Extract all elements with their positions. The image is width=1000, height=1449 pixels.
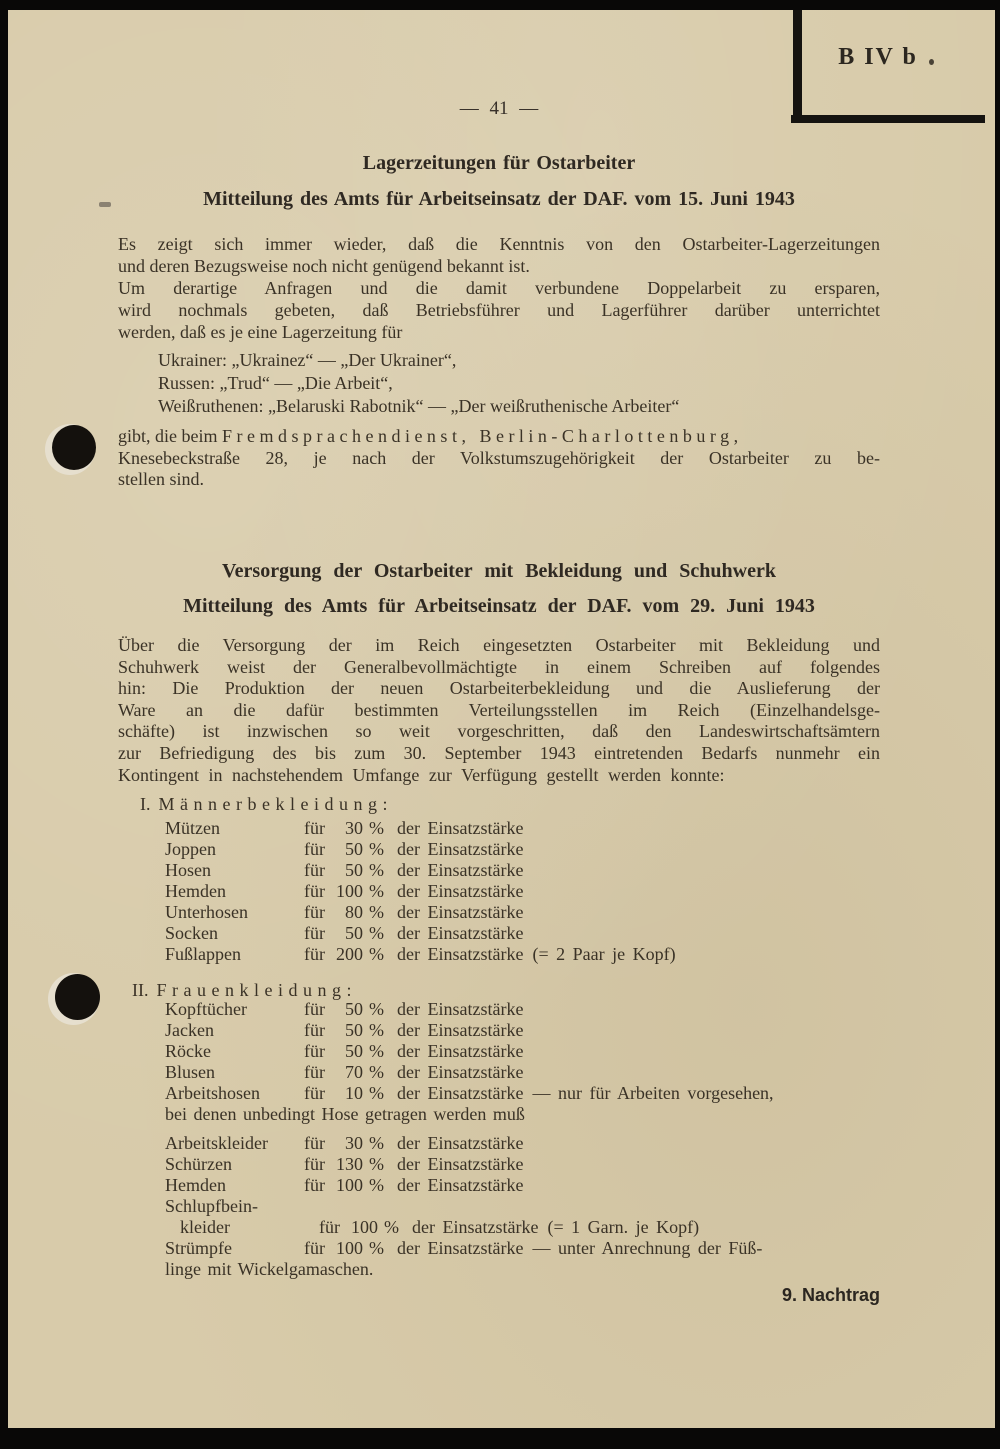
newspaper-list (158, 349, 679, 418)
percent-sign: % (369, 902, 384, 922)
basis-text: der Einsatzstärke (397, 1083, 524, 1103)
continuation-line: linge mit Wickelgamaschen. (165, 1259, 374, 1279)
fuer-label: für (304, 839, 325, 859)
basis-text: der Einsatzstärke (397, 881, 524, 901)
row-note: (= 1 Garn. je Kopf) (547, 1217, 700, 1237)
item-percent-value: 50 (345, 923, 363, 943)
scanned-page (8, 10, 995, 1428)
item-percent-value: 100 (351, 1217, 378, 1237)
ink-dot (929, 59, 934, 65)
text-line: Es zeigt sich immer wieder, daß die Kenntnis von den Ostarbeiter-Lagerzeitungen (118, 234, 880, 254)
percent-sign: % (369, 1133, 384, 1153)
text-line: hin: Die Produktion der neuen Ostarbeiterbekleidung und die Auslieferung der (118, 678, 880, 699)
text-line: stellen sind. (118, 469, 204, 489)
item-percent-value: 130 (336, 1154, 363, 1174)
basis-text: der Einsatzstärke (397, 1041, 524, 1061)
allocation-row (165, 1083, 880, 1104)
percent-sign: % (369, 1020, 384, 1040)
basis-text: der Einsatzstärke (397, 818, 524, 838)
fuer-label: für (304, 999, 325, 1019)
item-percent-value: 100 (336, 1238, 363, 1258)
percent-sign: % (369, 1238, 384, 1258)
basis-text: der Einsatzstärke (397, 1238, 524, 1258)
fuer-label: für (304, 818, 325, 838)
text-column (118, 10, 880, 1428)
item-name: Hemden (165, 881, 226, 901)
item-percent-value: 200 (336, 944, 363, 964)
allocation-row (165, 839, 880, 860)
row-note: — unter Anrechnung der Füß- (532, 1238, 763, 1258)
allocation-row (165, 818, 880, 839)
section2-paragraph (118, 635, 880, 786)
group2-heading (132, 980, 357, 1001)
text-line: schäfte) ist inzwischen so weit vorgeschritten, daß den Landeswirtschaftsämtern (118, 721, 880, 742)
item-percent-value: 50 (345, 860, 363, 880)
percent-sign: % (369, 839, 384, 859)
section1-title: Lagerzeitungen für Ostarbeiter (362, 152, 636, 174)
text-line: Schuhwerk weist der Generalbevollmächtigte in einem Schreiben auf folgendes (118, 656, 880, 677)
group2-numeral: II. (132, 980, 149, 1000)
fuer-label: für (304, 1133, 325, 1153)
basis-text: der Einsatzstärke (397, 1154, 524, 1174)
text-line: Ware an die dafür bestimmten Verteilungsstellen im Reich (Einzelhandelsge- (118, 699, 880, 720)
group2-label: Frauenkleidung: (156, 980, 357, 1000)
item-percent-value: 50 (345, 999, 363, 1019)
item-name: Fußlappen (165, 944, 241, 964)
group1-label: Männerbekleidung: (158, 794, 393, 814)
allocation-row (165, 923, 880, 944)
item-name: Arbeitshosen (165, 1083, 260, 1103)
section2-title: Versorgung der Ostarbeiter mit Bekleidung und Schuhwerk (222, 560, 776, 582)
basis-text: der Einsatzstärke (397, 1133, 524, 1153)
percent-sign: % (369, 1083, 384, 1103)
section1-paragraph-3 (118, 426, 880, 491)
allocation-row (165, 1062, 880, 1083)
item-name: Socken (165, 923, 218, 943)
section1-paragraph-2 (118, 277, 880, 343)
item-name: Mützen (165, 818, 220, 838)
item-name: Unterhosen (165, 902, 248, 922)
fuer-label: für (304, 860, 325, 880)
letterspaced-fragment: Fremdsprachendienst, Berlin-Charlottenburg, (221, 426, 743, 446)
percent-sign: % (369, 1041, 384, 1061)
basis-text: der Einsatzstärke (397, 839, 524, 859)
margin-dash-mark (99, 202, 111, 207)
allocation-row (165, 1154, 880, 1175)
newspaper-item: Weißruthenen: „Belaruski Rabotnik“ — „Der weißruthenische Arbeiter“ (158, 396, 680, 416)
text-line: Kontingent in nachstehendem Umfange zur Verfügung gestellt werden konnte: (118, 764, 725, 785)
percent-sign: % (369, 999, 384, 1019)
allocation-row (165, 999, 880, 1020)
text-line (118, 426, 880, 448)
corner-tag: B IV b (838, 44, 918, 70)
item-percent-value: 50 (345, 1041, 363, 1061)
allocation-row (165, 1196, 880, 1217)
row-note: — nur für Arbeiten vorgesehen, (532, 1083, 774, 1103)
section2-subtitle: Mitteilung des Amts für Arbeitseinsatz der DAF. vom 29. Juni 1943 (183, 595, 815, 617)
item-percent-value: 70 (345, 1062, 363, 1082)
fuer-label: für (304, 881, 325, 901)
item-name: Arbeitskleider (165, 1133, 268, 1153)
percent-sign: % (369, 1062, 384, 1082)
basis-text: der Einsatzstärke (412, 1217, 539, 1237)
basis-text: der Einsatzstärke (397, 944, 524, 964)
group1-numeral: I. (140, 794, 151, 814)
item-name: Kopftücher (165, 999, 247, 1019)
allocation-row (165, 860, 880, 881)
page-number: — 41 — (459, 98, 539, 119)
fuer-label: für (304, 1154, 325, 1174)
fuer-label: für (304, 1020, 325, 1040)
allocation-row (165, 1133, 880, 1154)
item-name: Röcke (165, 1041, 211, 1061)
allocation-row (165, 881, 880, 902)
fuer-label: für (304, 1175, 325, 1195)
allocation-row (165, 1175, 880, 1196)
group1-allocation-table (165, 818, 880, 965)
item-percent-value: 30 (345, 818, 363, 838)
item-percent-value: 50 (345, 1020, 363, 1040)
item-percent-value: 100 (336, 1175, 363, 1195)
basis-text: der Einsatzstärke (397, 999, 524, 1019)
item-percent-value: 10 (345, 1083, 363, 1103)
basis-text: der Einsatzstärke (397, 902, 524, 922)
basis-text: der Einsatzstärke (397, 1175, 524, 1195)
continuation-line: bei denen unbedingt Hose getragen werden muß (165, 1104, 525, 1124)
group2-allocation-table (165, 999, 880, 1280)
punch-hole-top (52, 425, 96, 470)
fuer-label: für (304, 1041, 325, 1061)
percent-sign: % (369, 818, 384, 838)
fuer-label: für (304, 1238, 325, 1258)
allocation-row (165, 1238, 880, 1259)
percent-sign: % (369, 860, 384, 880)
item-percent-value: 30 (345, 1133, 363, 1153)
group1-heading (140, 794, 393, 815)
allocation-row (165, 902, 880, 923)
text-line: Über die Versorgung der im Reich eingesetzten Ostarbeiter mit Bekleidung und (118, 635, 880, 655)
newspaper-item: Ukrainer: „Ukrainez“ — „Der Ukrainer“, (158, 350, 457, 370)
row-note: (= 2 Paar je Kopf) (532, 944, 676, 964)
text-line: zur Befriedigung des bis zum 30. September 1943 eintretenden Bedarfs nunmehr ein (118, 742, 880, 763)
item-name: Jacken (165, 1020, 214, 1040)
basis-text: der Einsatzstärke (397, 860, 524, 880)
allocation-row (165, 1041, 880, 1062)
fuer-label: für (304, 902, 325, 922)
newspaper-item: Russen: „Trud“ — „Die Arbeit“, (158, 373, 393, 393)
allocation-row (165, 1217, 880, 1238)
percent-sign: % (369, 1154, 384, 1174)
item-name: Hemden (165, 1175, 226, 1195)
percent-sign: % (369, 944, 384, 964)
text-line: Knesebeckstraße 28, je nach der Volkstumszugehörigkeit der Ostarbeiter zu be- (118, 447, 880, 468)
item-name: Joppen (165, 839, 216, 859)
item-name: Blusen (165, 1062, 216, 1082)
text-fragment: gibt, die beim (118, 426, 218, 446)
item-name: Schürzen (165, 1154, 232, 1174)
text-line: Um derartige Anfragen und die damit verbundene Doppelarbeit zu ersparen, (118, 278, 880, 298)
item-percent-value: 50 (345, 839, 363, 859)
item-percent-value: 100 (336, 881, 363, 901)
basis-text: der Einsatzstärke (397, 923, 524, 943)
item-name: Strümpfe (165, 1238, 232, 1258)
basis-text: der Einsatzstärke (397, 1020, 524, 1040)
item-percent-value: 80 (345, 902, 363, 922)
percent-sign: % (369, 923, 384, 943)
percent-sign: % (369, 881, 384, 901)
text-line: wird nochmals gebeten, daß Betriebsführer und Lagerführer darüber unterrichtet (118, 300, 880, 320)
item-name: Schlupfbein- (165, 1196, 258, 1216)
punch-hole-bottom (55, 974, 100, 1020)
basis-text: der Einsatzstärke (397, 1062, 524, 1082)
item-name: Hosen (165, 860, 211, 880)
item-name: kleider (180, 1217, 230, 1237)
fuer-label: für (304, 1062, 325, 1082)
allocation-row (165, 944, 880, 965)
fuer-label: für (304, 923, 325, 943)
percent-sign: % (384, 1217, 399, 1237)
percent-sign: % (369, 1175, 384, 1195)
allocation-row (165, 1020, 880, 1041)
text-line: und deren Bezugsweise noch nicht genügend bekannt ist. (118, 256, 530, 276)
section1-paragraph-1 (118, 233, 880, 277)
supplement-label: 9. Nachtrag (781, 1285, 880, 1305)
fuer-label: für (304, 944, 325, 964)
section1-subtitle: Mitteilung des Amts für Arbeitseinsatz der DAF. vom 15. Juni 1943 (203, 188, 795, 210)
text-line: werden, daß es je eine Lagerzeitung für (118, 322, 403, 342)
fuer-label: für (319, 1217, 340, 1237)
fuer-label: für (304, 1083, 325, 1103)
